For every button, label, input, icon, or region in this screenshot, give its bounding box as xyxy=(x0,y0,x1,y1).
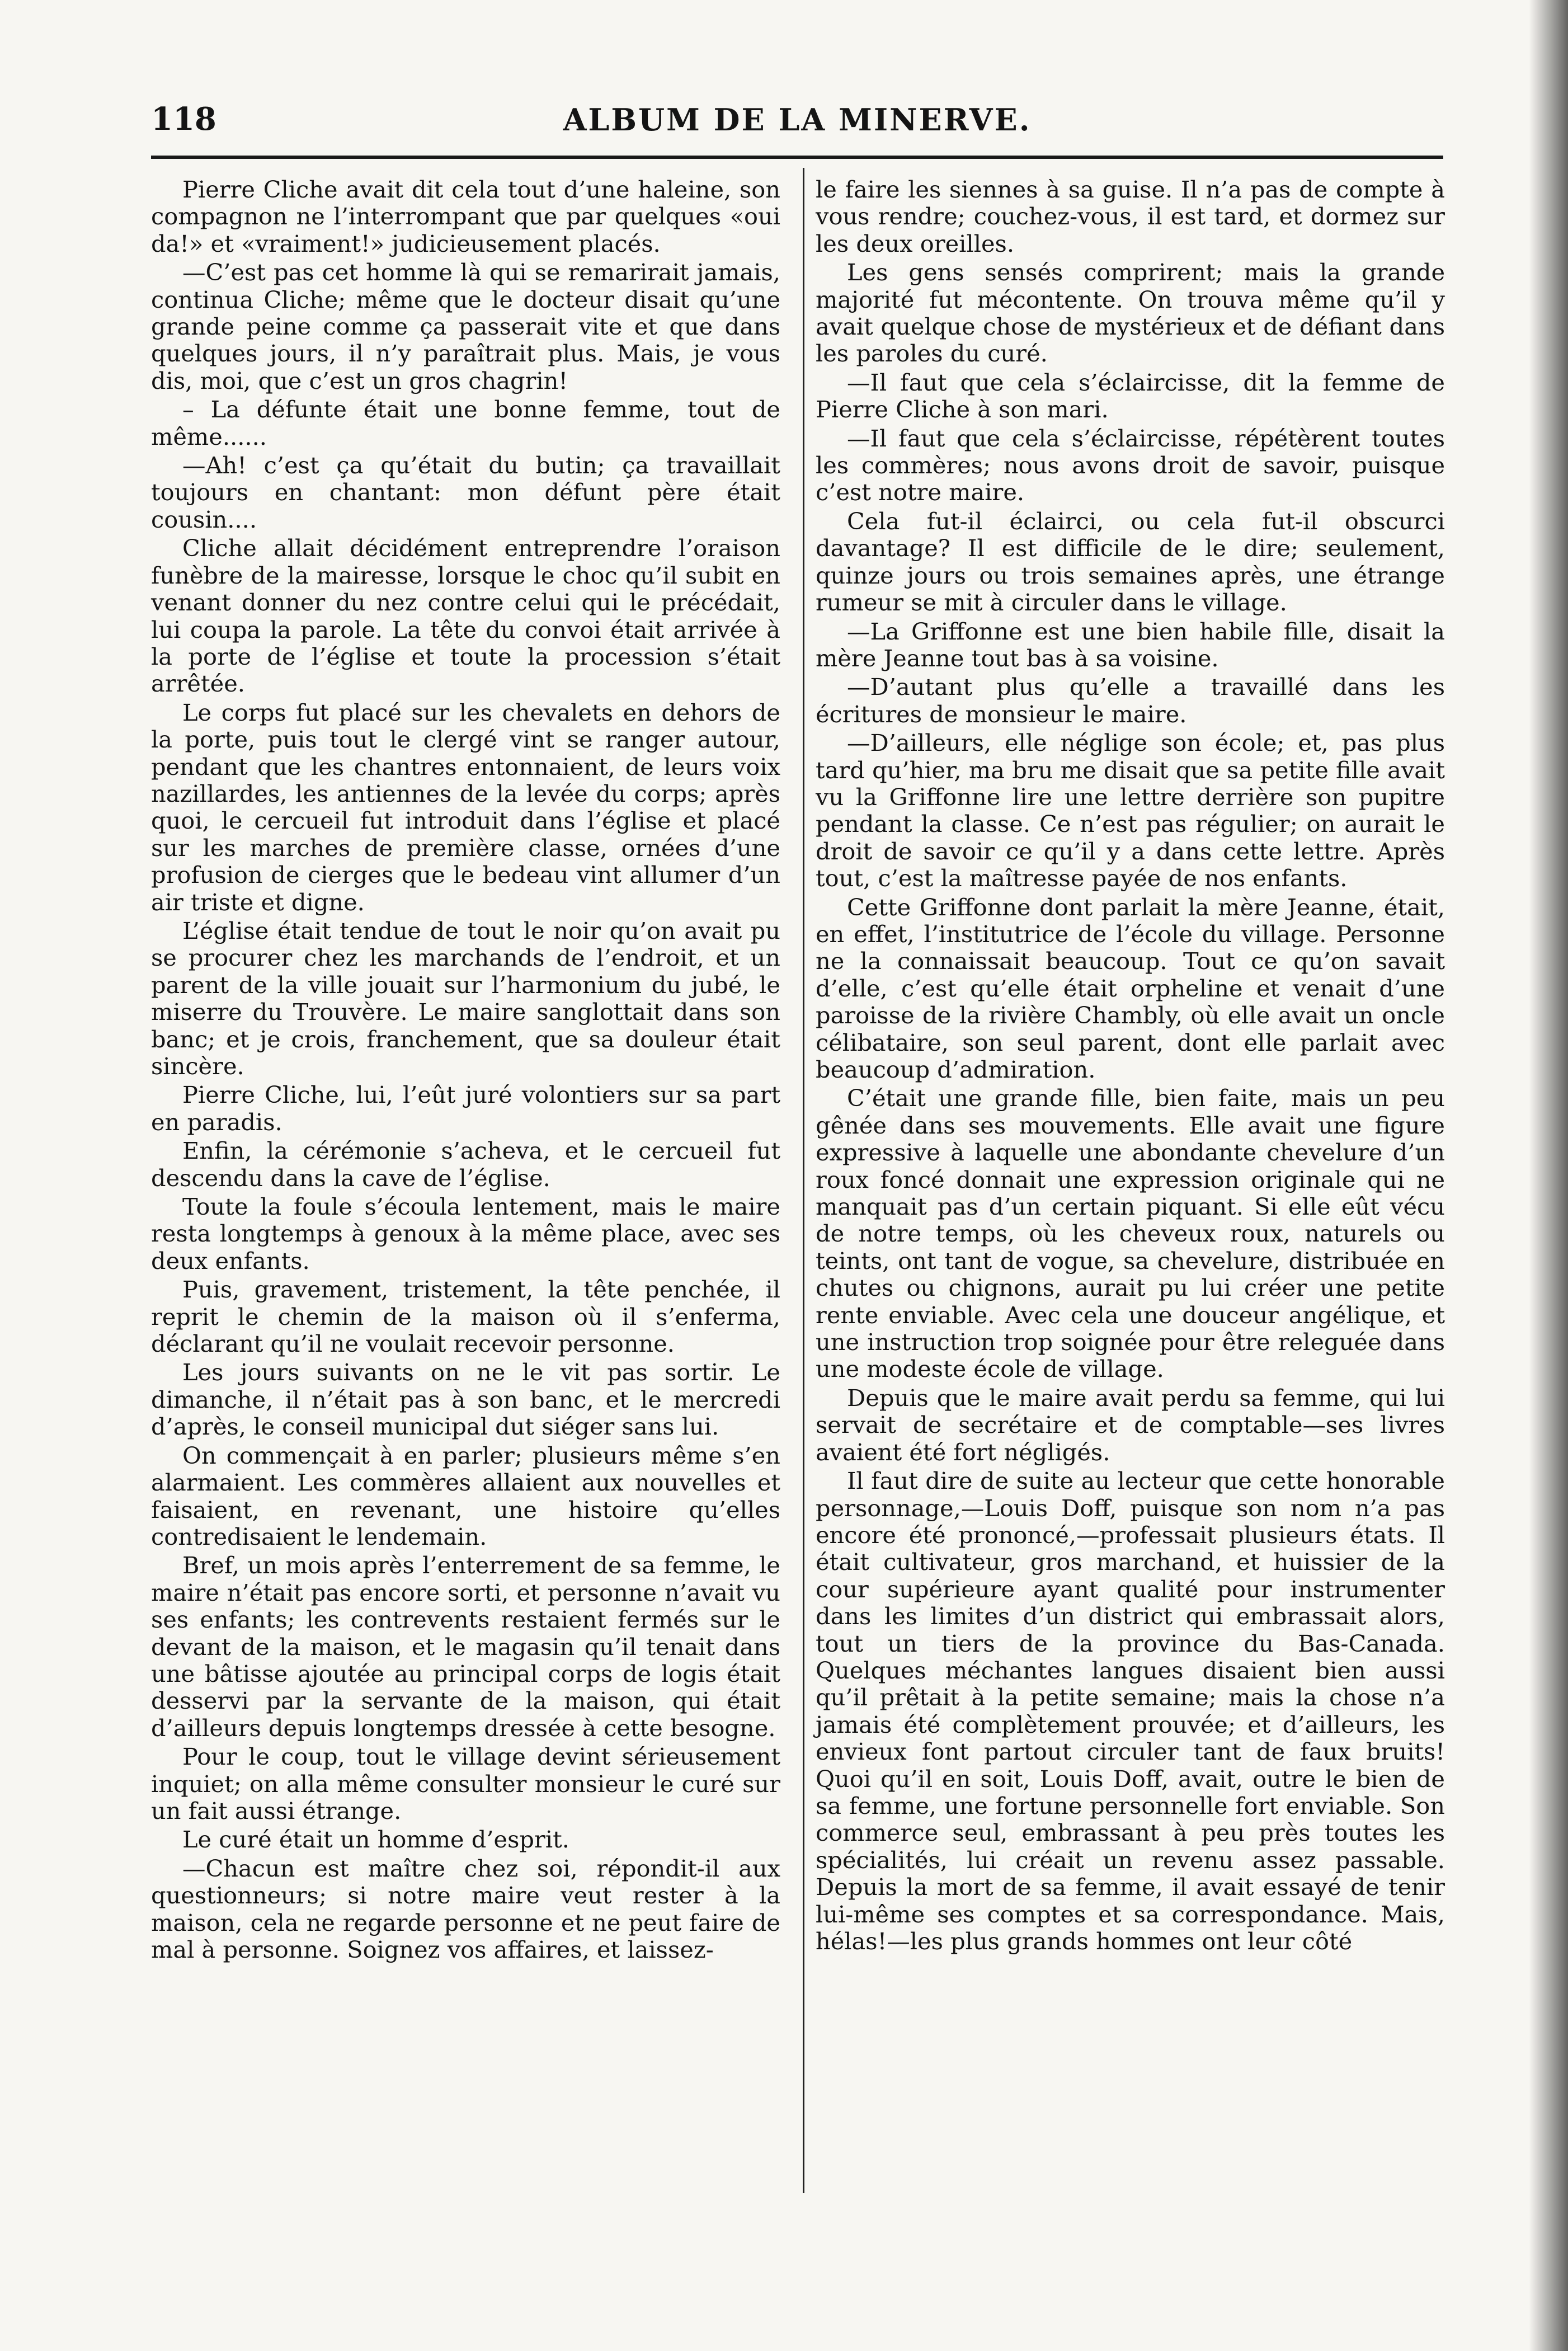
paragraph: —D’autant plus qu’elle a travaillé dans les écritures de monsieur le maire. xyxy=(816,673,1445,728)
paragraph: —D’ailleurs, elle néglige son école; et, pas plus tard qu’hier, ma bru me disait que sa petite fille avait vu la Griffonne lire une lettre derrière son pupitre pendant la classe. Ce n’est pas régulier; on aurait le droit de savoir ce qu’il y a dans cette lettre. Après tout, c’est la maîtresse payée de nos enfants. xyxy=(816,729,1445,892)
right-column xyxy=(816,176,1445,1957)
paragraph: —La Griffonne est une bien habile fille, disait la mère Jeanne tout bas à sa voisine. xyxy=(816,617,1445,672)
running-title: ALBUM DE LA MINERVE. xyxy=(563,102,1032,138)
paragraph: Le corps fut placé sur les chevalets en dehors de la porte, puis tout le clergé vint se ranger autour, pendant que les chantres entonnaient, de leurs voix nazillardes, les antiennes de la levée du corps; après quoi, le cercueil fut introduit dans l’église et placé sur les marches de première classe, ornées d’une profusion de cierges que le bedeau vint allumer d’un air triste et digne. xyxy=(151,698,780,916)
paragraph: Les jours suivants on ne le vit pas sortir. Le dimanche, il n’était pas à son banc, et le mercredi d’après, le conseil municipal dut siéger sans lui. xyxy=(151,1358,780,1441)
paragraph: Enfin, la cérémonie s’acheva, et le cercueil fut descendu dans la cave de l’église. xyxy=(151,1137,780,1192)
paragraph: Cette Griffonne dont parlait la mère Jeanne, était, en effet, l’institutrice de l’école du village. Personne ne la connaissait beaucoup. Tout ce qu’on savait d’elle, c’est qu’elle était orpheline et venait d’une paroisse de la rivière Chambly, où elle avait un oncle célibataire, son seul parent, dont elle parlait avec beaucoup d’admiration. xyxy=(816,893,1445,1083)
scan-edge-shadow xyxy=(1529,0,1568,2351)
paragraph: Les gens sensés comprirent; mais la grande majorité fut mécontente. On trouva même qu’il y avait quelque chose de mystérieux et de défiant dans les paroles du curé. xyxy=(816,258,1445,368)
paragraph-continuation: le faire les siennes à sa guise. Il n’a pas de compte à vous rendre; couchez-vous, il est tard, et dormez sur les deux oreilles. xyxy=(816,176,1445,257)
paragraph: Cela fut-il éclairci, ou cela fut-il obscurci davantage? Il est difficile de le dire; seulement, quinze jours ou trois semaines après, une étrange rumeur se mit à circuler dans le village. xyxy=(816,507,1445,617)
paragraph: L’église était tendue de tout le noir qu’on avait pu se procurer chez les marchands de l’endroit, et un parent de la ville jouait sur l’harmonium du jubé, le miserre du Trouvère. Le maire sanglottait dans son banc; et je crois, franchement, que sa douleur était sincère. xyxy=(151,916,780,1080)
paragraph: – La défunte était une bonne femme, tout de même...... xyxy=(151,396,780,450)
paragraph: Il faut dire de suite au lecteur que cette honorable personnage,—Louis Doff, puisque son nom n’a pas encore été prononcé,—professait plusieurs états. Il était cultivateur, gros marchand, et huissier de la cour supérieure ayant qualité pour instrumenter dans les limites d’un district qui embrassait alors, tout un tiers de la province du Bas-Canada. Quelques méchantes langues disaient bien aussi qu’il prêtait à la petite semaine; mais la chose n’a jamais été complètement prouvée; et d’ailleurs, les envieux font partout circuler tant de faux bruits! Quoi qu’il en soit, Louis Doff, avait, outre le bien de sa femme, une fortune personnelle fort enviable. Son commerce seul, embrassant à peu près toutes les spécialités, lui créait un revenu assez passable. Depuis la mort de sa femme, il avait essayé de tenir lui-même ses comptes et sa correspondance. Mais, hélas!—les plus grands hommes ont leur côté xyxy=(816,1467,1445,1955)
paragraph: Pierre Cliche avait dit cela tout d’une haleine, son compagnon ne l’interrompant que par quelques «oui da!» et «vraiment!» judicieusement placés. xyxy=(151,176,780,257)
paragraph: —Il faut que cela s’éclaircisse, répétèrent toutes les commères; nous avons droit de savoir, puisque c’est notre maire. xyxy=(816,424,1445,506)
paragraph: Cliche allait décidément entreprendre l’oraison funèbre de la mairesse, lorsque le choc qu’il subit en venant donner du nez contre celui qui le précédait, lui coupa la parole. La tête du convoi était arrivée à la porte de l’église et toute la procession s’était arrêtée. xyxy=(151,534,780,698)
header-rule xyxy=(151,156,1443,159)
paragraph: On commençait à en parler; plusieurs même s’en alarmaient. Les commères allaient aux nouvelles et faisaient, en revenant, une histoire qu’elles contredisaient le lendemain. xyxy=(151,1441,780,1550)
paragraph: —Ah! c’est ça qu’était du butin; ça travaillait toujours en chantant: mon défunt père était cousin.... xyxy=(151,452,780,533)
column-divider xyxy=(803,168,804,2193)
page-header xyxy=(151,95,1443,145)
paragraph: —C’est pas cet homme là qui se remarirait jamais, continua Cliche; même que le docteur disait qu’une grande peine comme ça passerait vite et que dans quelques jours, il n’y paraîtrait plus. Mais, je vous dis, moi, que c’est un gros chagrin! xyxy=(151,258,780,394)
left-column xyxy=(151,176,780,1965)
paragraph: Depuis que le maire avait perdu sa femme, qui lui servait de secrétaire et de comptable—ses livres avaient été fort négligés. xyxy=(816,1384,1445,1466)
paragraph: Toute la foule s’écoula lentement, mais le maire resta longtemps à genoux à la même place, avec ses deux enfants. xyxy=(151,1193,780,1275)
paragraph: —Chacun est maître chez soi, répondit-il aux questionneurs; si notre maire veut rester à la maison, cela ne regarde personne et ne peut faire de mal à personne. Soignez vos affaires, et laissez- xyxy=(151,1854,780,1963)
paragraph: Puis, gravement, tristement, la tête penchée, il reprit le chemin de la maison où il s’enferma, déclarant qu’il ne voulait recevoir personne. xyxy=(151,1276,780,1358)
paragraph: —Il faut que cela s’éclaircisse, dit la femme de Pierre Cliche à son mari. xyxy=(816,368,1445,424)
page-number: 118 xyxy=(151,101,216,138)
paragraph: C’était une grande fille, bien faite, mais un peu gênée dans ses mouvements. Elle avait une figure expressive à laquelle une abondante chevelure d’un roux foncé donnait une expression originale qui ne manquait pas d’un certain piquant. Si elle eût vécu de notre temps, où les cheveux roux, naturels ou teints, ont tant de vogue, sa chevelure, distribuée en chutes ou chignons, aurait pu lui créer une petite rente enviable. Avec cela une douceur angélique, et une instruction trop soignée pour être releguée dans une modeste école de village. xyxy=(816,1084,1445,1383)
paragraph: Pierre Cliche, lui, l’eût juré volontiers sur sa part en paradis. xyxy=(151,1081,780,1136)
paragraph: Pour le coup, tout le village devint sérieusement inquiet; on alla même consulter monsieur le curé sur un fait aussi étrange. xyxy=(151,1743,780,1825)
paragraph: Le curé était un homme d’esprit. xyxy=(182,1826,569,1854)
paragraph: Bref, un mois après l’enterrement de sa femme, le maire n’était pas encore sorti, et personne n’avait vu ses enfants; les contrevents restaient fermés sur le devant de la maison, et le magasin qu’il tenait dans une bâtisse ajoutée au principal corps de logis était desservi par la servante de la maison, qui était d’ailleurs depuis longtemps dressée à cette besogne. xyxy=(151,1551,780,1742)
